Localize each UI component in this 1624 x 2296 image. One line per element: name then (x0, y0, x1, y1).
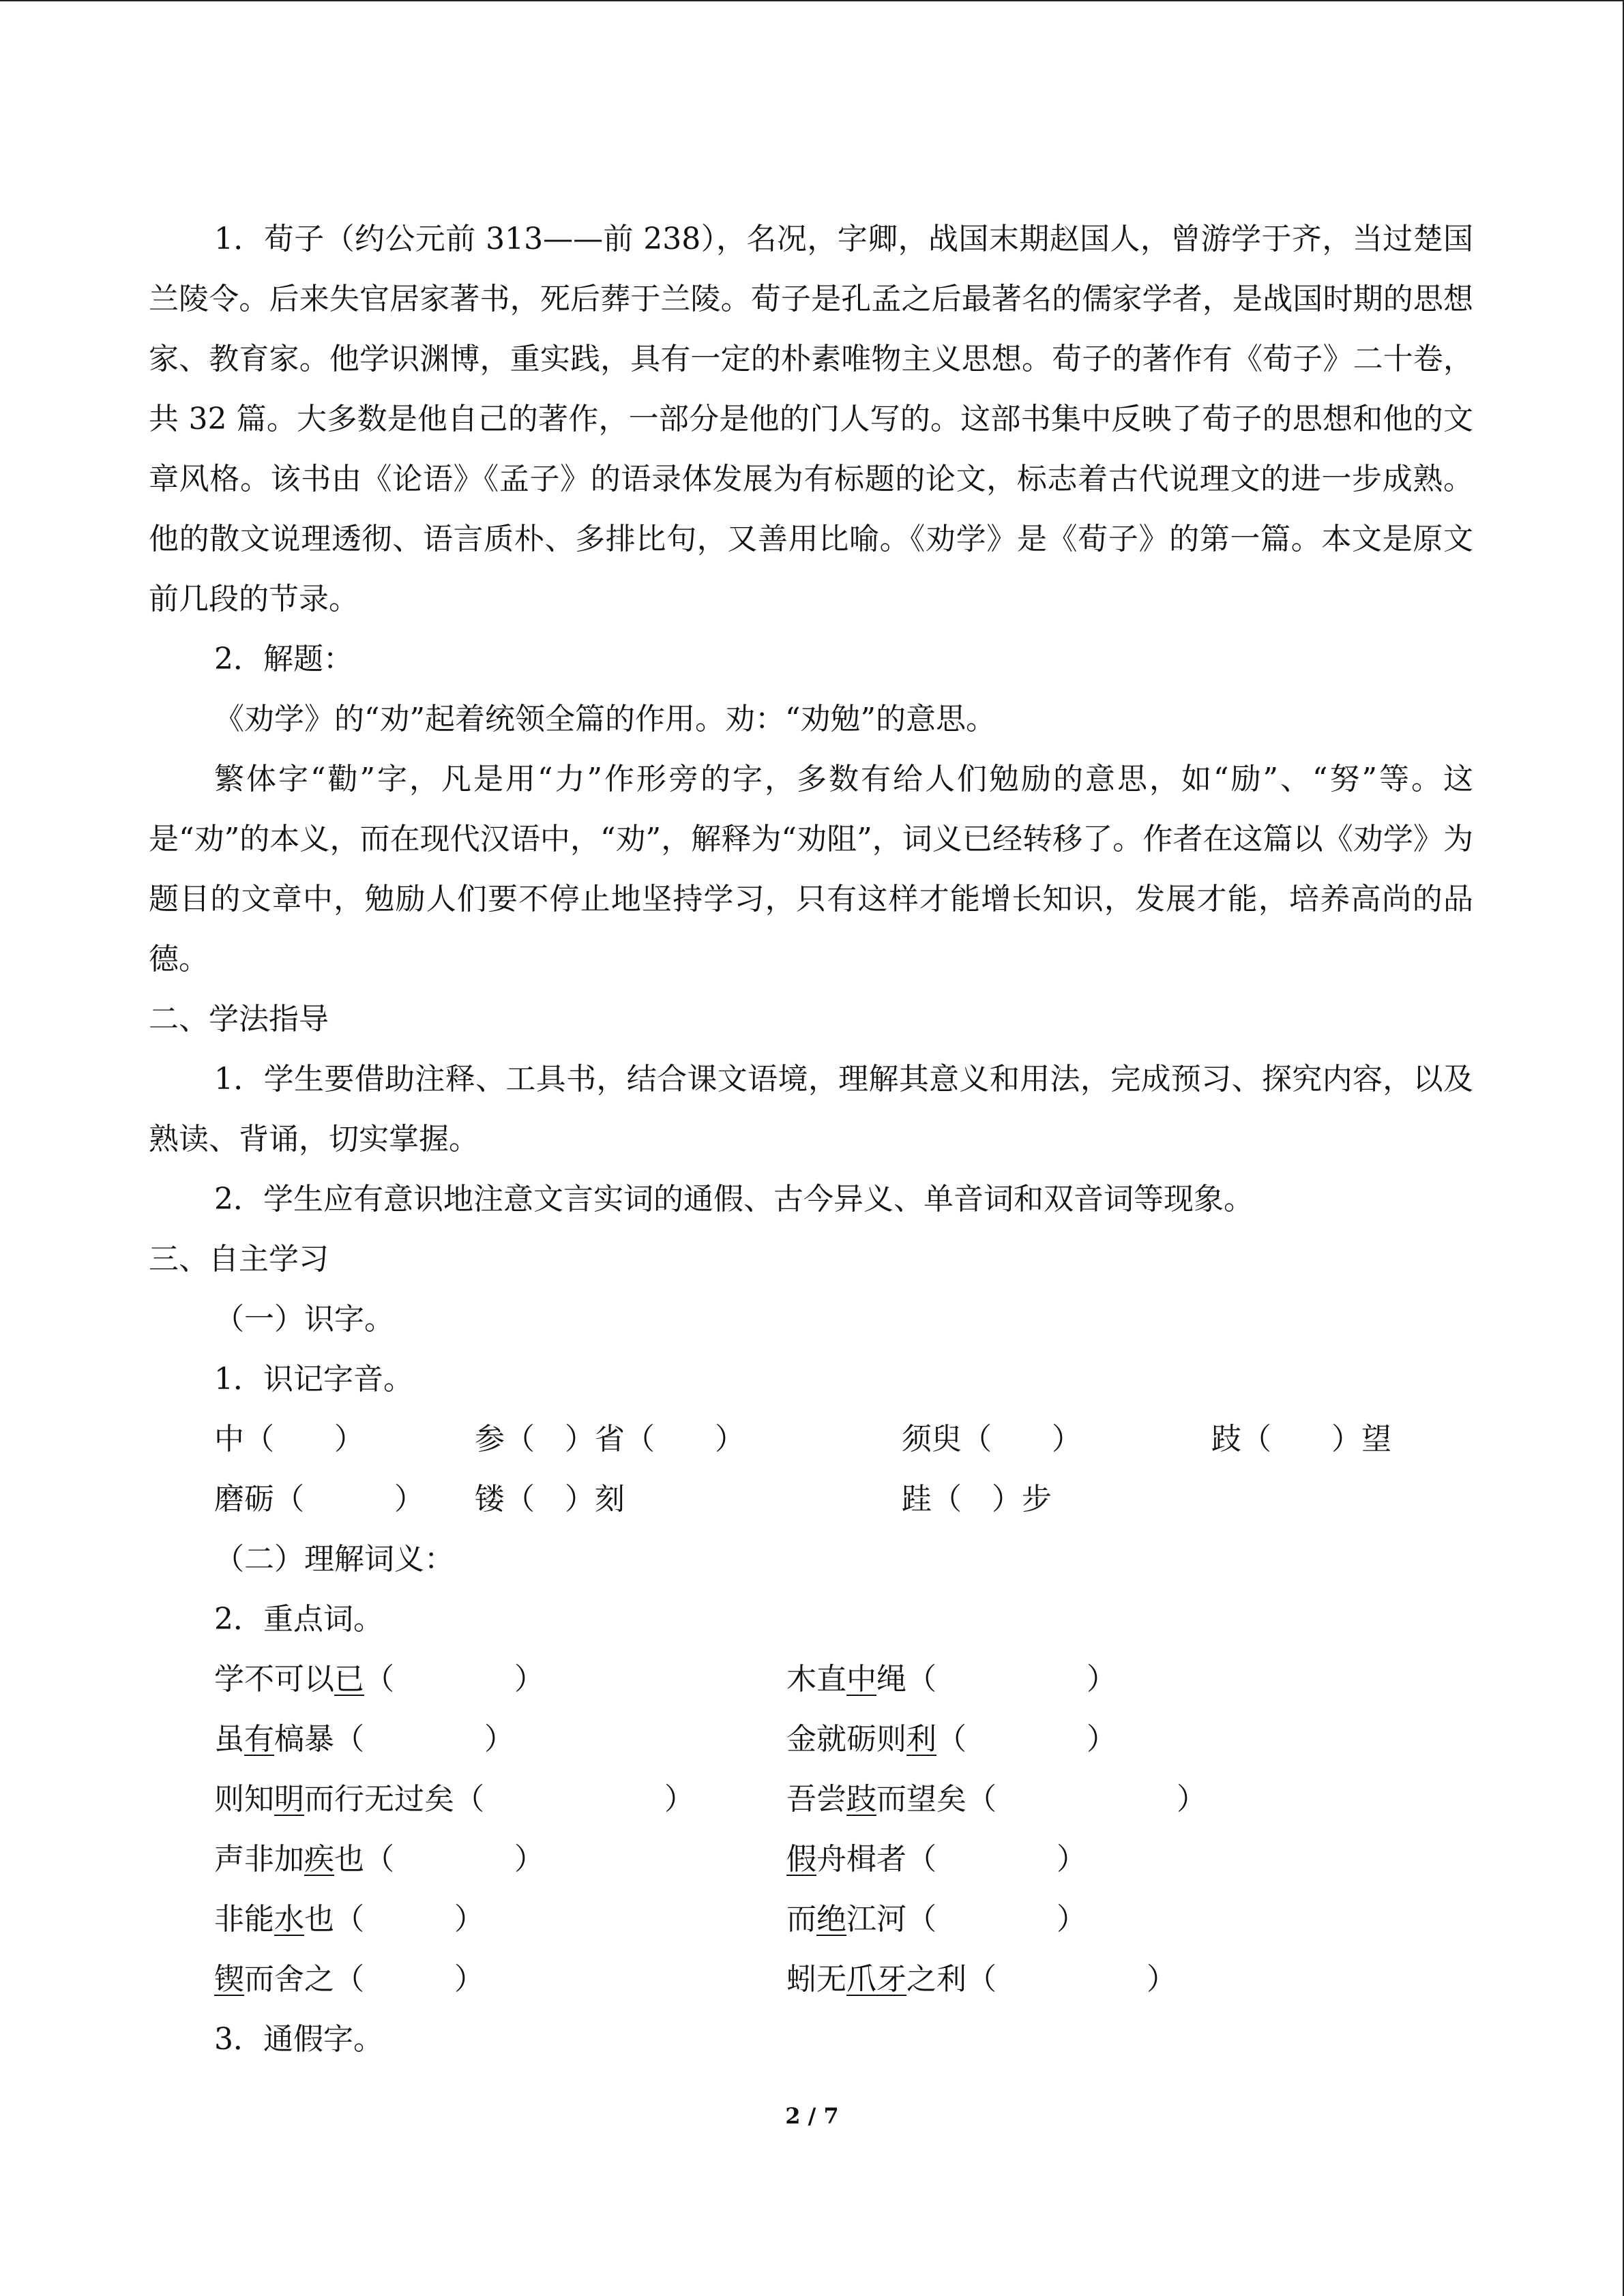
section-heading-self-study: 三、自主学习 (149, 1242, 329, 1277)
question-interchangeable-chars: 3．通假字。 (214, 2022, 383, 2057)
key-word: 有 (244, 1722, 274, 1757)
key-word: 水 (274, 1902, 304, 1937)
page-number: 2 / 7 (785, 2103, 839, 2129)
key-word: 假 (786, 1842, 816, 1877)
vocab-item[interactable]: 而绝江河（ ） (786, 1902, 1087, 1937)
pronunciation-row (149, 1410, 1473, 1470)
question-key-words: 2．重点词。 (214, 1602, 383, 1637)
vocab-item[interactable]: 非能水也（ ） (214, 1902, 484, 1937)
key-word: 绝 (816, 1902, 846, 1937)
vocab-row (149, 1710, 1473, 1770)
vocab-row (149, 1650, 1473, 1710)
vocab-item[interactable]: 锲而舍之（ ） (214, 1962, 484, 1997)
vocab-item[interactable]: 吾尝跂而望矣（ ） (786, 1782, 1207, 1817)
pronunciation-blank[interactable]: 中（ ） (214, 1422, 364, 1457)
vocab-row (149, 1950, 1473, 2010)
question-pronunciation: 1．识记字音。 (214, 1362, 413, 1397)
vocab-item[interactable]: 假舟楫者（ ） (786, 1842, 1087, 1877)
subsection-heading-literacy: （一）识字。 (214, 1302, 394, 1337)
key-word: 中 (846, 1662, 876, 1697)
key-word: 已 (334, 1662, 364, 1697)
study-guide-item: 2．学生应有意识地注意文言实词的通假、古今异义、单音词和双音词等现象。 (214, 1182, 1254, 1217)
pronunciation-blank[interactable]: 磨砺（ ） (214, 1482, 424, 1517)
vocab-row (149, 1890, 1473, 1950)
key-word: 利 (906, 1722, 936, 1757)
vocab-item[interactable]: 木直中绳（ ） (786, 1662, 1117, 1697)
title-explanation-line: 《劝学》的“劝”起着统领全篇的作用。劝：“劝勉”的意思。 (214, 702, 996, 736)
vocab-item[interactable]: 则知明而行无过矣（ ） (214, 1782, 694, 1817)
pronunciation-blank[interactable]: 参（ ）省（ ） (475, 1422, 745, 1457)
pronunciation-blank[interactable]: 跬（ ）步 (902, 1482, 1052, 1517)
key-word: 爪牙 (846, 1962, 906, 1997)
vocab-item[interactable]: 声非加疾也（ ） (214, 1842, 544, 1877)
study-guide-item: 1．学生要借助注释、工具书，结合课文语境，理解其意义和用法，完成预习、探究内容，以及熟读、背诵，切实掌握。 (149, 1062, 1473, 1157)
vocab-item[interactable]: 虽有槁暴（ ） (214, 1722, 514, 1757)
xunzi-intro-paragraph: 1．荀子（约公元前 313——前 238），名况，字卿，战国末期赵国人，曾游学于齐，当过楚国兰陵令。后来失官居家著书，死后葬于兰陵。荀子是孔孟之后最著名的儒家学者，是战国时期的思想家、教育家。他学识渊博，重实践，具有一定的朴素唯物主义思想。荀子的著作有《荀子》二十卷，共 32 篇。大多数是他自己的著作，一部分是他的门人写的。这部书集中反映了荀子的思想和他的文章风格。该书由《论语》《孟子》的语录体发展为有标题的论文，标志着古代说理文的进一步成熟。他的散文说理透彻、语言质朴、多排比句，又善用比喻。《劝学》是《荀子》的第一篇。本文是原文前几段的节录。 (149, 222, 1473, 616)
key-word: 跂 (846, 1782, 876, 1817)
title-explanation-paragraph: 繁体字“勸”字，凡是用“力”作形旁的字，多数有给人们勉励的意思，如“励”、“努”等。这是“劝”的本义，而在现代汉语中，“劝”，解释为“劝阻”，词义已经转移了。作者在这篇以《劝学》为题目的文章中，勉励人们要不停止地坚持学习，只有这样才能增长知识，发展才能，培养高尚的品德。 (149, 762, 1473, 976)
pronunciation-blank[interactable]: 跂（ ）望 (1211, 1422, 1391, 1457)
title-explanation-heading: 2．解题： (214, 642, 353, 676)
key-word: 明 (274, 1782, 304, 1817)
vocab-item[interactable]: 学不可以已（ ） (214, 1662, 544, 1697)
vocab-row (149, 1830, 1473, 1890)
pronunciation-blank[interactable]: 镂（ ）刻 (475, 1482, 625, 1517)
document-body (149, 209, 1473, 2070)
subsection-heading-word-meaning: （二）理解词义： (214, 1542, 454, 1577)
section-heading-study-guide: 二、学法指导 (149, 1002, 329, 1037)
vocab-item[interactable]: 蚓无爪牙之利（ ） (786, 1962, 1177, 1997)
vocab-row (149, 1770, 1473, 1830)
key-word: 锲 (214, 1962, 244, 1997)
vocab-item[interactable]: 金就砺则利（ ） (786, 1722, 1117, 1757)
pronunciation-row (149, 1470, 1473, 1530)
pronunciation-blank[interactable]: 须臾（ ） (902, 1422, 1082, 1457)
key-word: 疾 (304, 1842, 334, 1877)
